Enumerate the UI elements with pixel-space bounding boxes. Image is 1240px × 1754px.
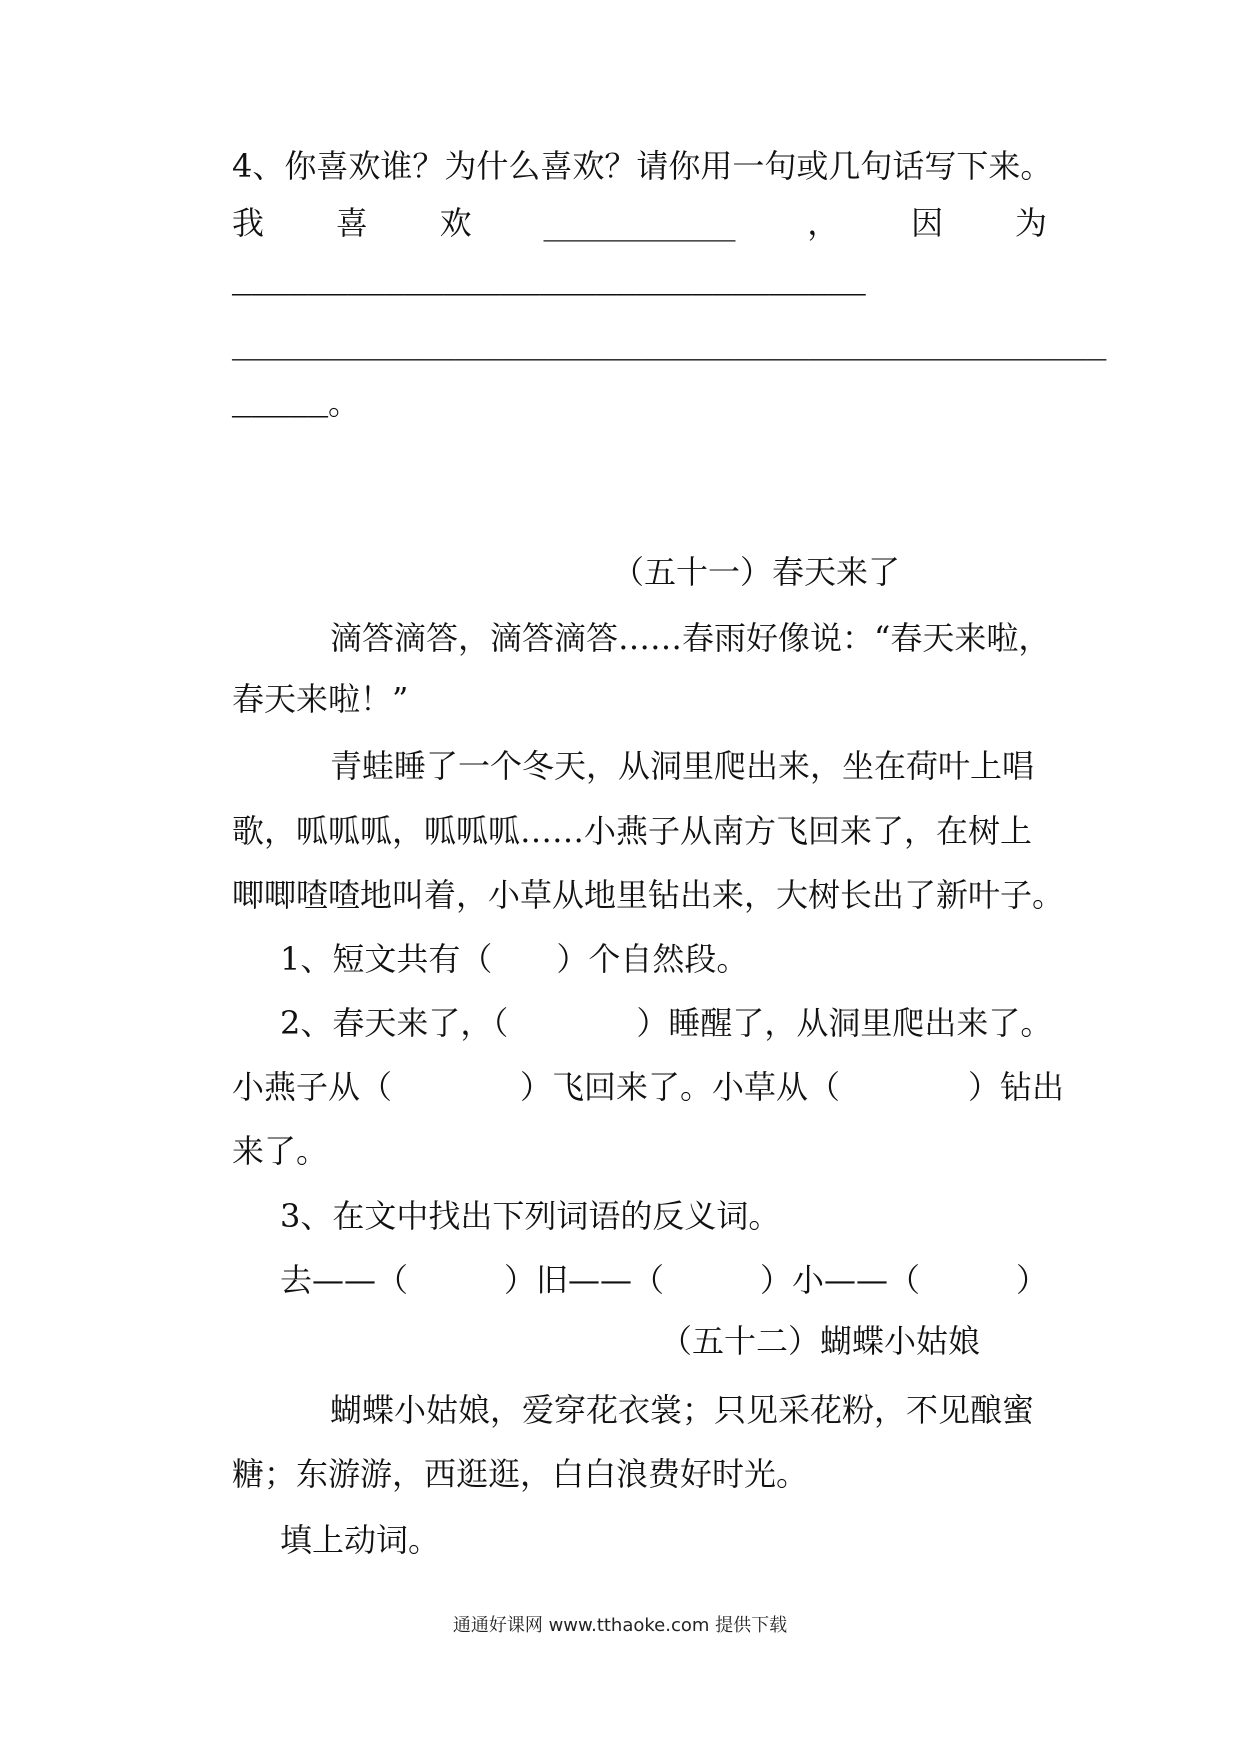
answer-word: 我 <box>232 204 265 242</box>
answer-word: 喜 <box>335 204 368 242</box>
answer-word: 因 <box>911 204 944 242</box>
question-2-continued: 小燕子从（ ）飞回来了。小草从（ ）钻出 <box>232 1068 1065 1106</box>
question-3: 3、在文中找出下列词语的反义词。 <box>280 1197 781 1235</box>
answer-blank-line: _______________________________________________ <box>232 332 1107 367</box>
task-instruction: 填上动词。 <box>280 1521 441 1559</box>
answer-blank: ____________ <box>543 204 736 242</box>
antonym-item: 小——（ ） <box>792 1261 1049 1299</box>
paragraph-line: 青蛙睡了一个冬天，从洞里爬出来，坐在荷叶上唱 <box>330 747 1035 785</box>
question-2-continued: 来了。 <box>232 1132 329 1170</box>
section-title: （五十二）蝴蝶小姑娘 <box>660 1322 981 1360</box>
antonym-row <box>280 1261 1049 1299</box>
antonym-item: 旧——（ ） <box>536 1261 793 1299</box>
paragraph-line: 春天来啦！” <box>232 680 409 718</box>
antonym-item: 去——（ ） <box>280 1261 537 1299</box>
answer-blank-line: _____。 <box>232 387 361 424</box>
answer-start-line <box>232 204 1047 242</box>
paragraph-line: 滴答滴答，滴答滴答……春雨好像说：“春天来啦， <box>330 619 1051 657</box>
page-footer: 通通好课网 www.tthaoke.com 提供下载 <box>452 1615 788 1636</box>
answer-blank-line: _________________________________ <box>232 265 866 302</box>
question-1: 1、短文共有（ ）个自然段。 <box>280 940 749 978</box>
paragraph-line: 歌，呱呱呱，呱呱呱……小燕子从南方飞回来了，在树上 <box>232 812 1033 850</box>
answer-word: 为 <box>1014 204 1047 242</box>
paragraph-line: 糖；东游游，西逛逛，白白浪费好时光。 <box>232 1455 809 1493</box>
paragraph-line: 唧唧喳喳地叫着，小草从地里钻出来，大树长出了新叶子。 <box>232 876 1065 914</box>
section-title: （五十一）春天来了 <box>612 553 901 591</box>
question-4: 4、你喜欢谁？为什么喜欢？请你用一句或几句话写下来。 <box>232 147 1053 185</box>
paragraph-line: 蝴蝶小姑娘，爱穿花衣裳；只见采花粉，不见酿蜜 <box>330 1391 1035 1429</box>
answer-word: 欢 <box>439 204 472 242</box>
question-2: 2、春天来了，（ ）睡醒了，从洞里爬出来了。 <box>280 1004 1053 1042</box>
answer-comma: ， <box>807 204 840 242</box>
